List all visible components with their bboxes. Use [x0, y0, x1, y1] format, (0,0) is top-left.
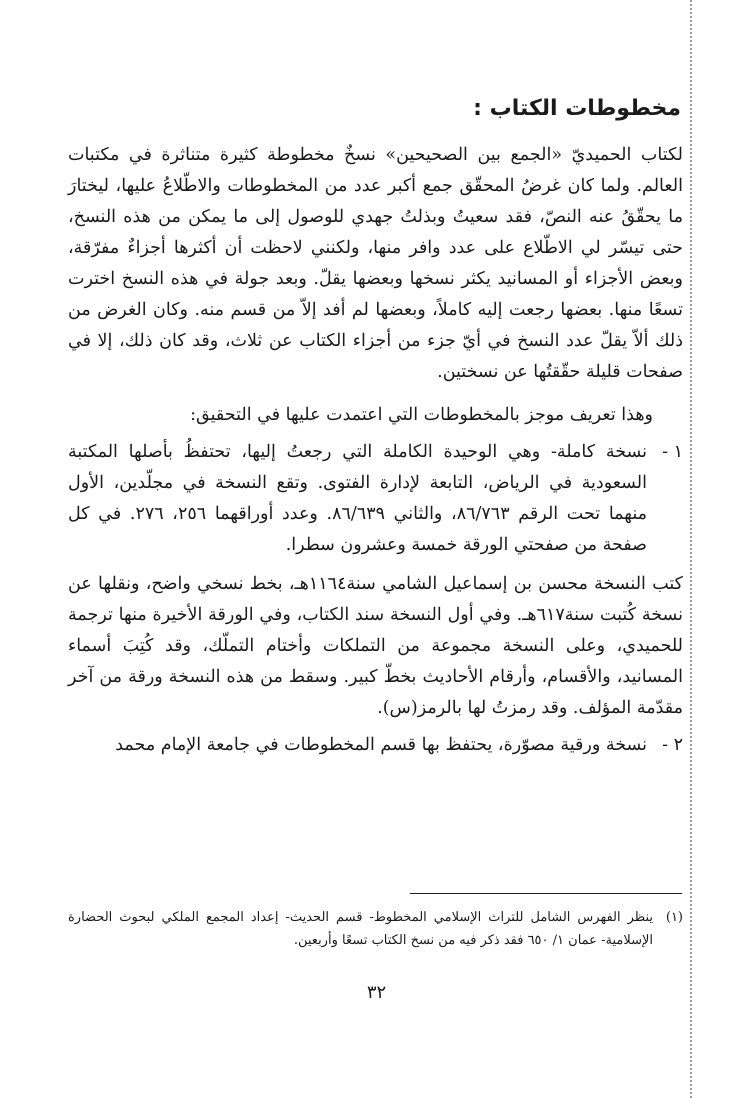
item-number: ١ -: [662, 442, 683, 462]
footnote-separator: [410, 893, 682, 894]
section-heading: مخطوطات الكتاب :: [473, 96, 681, 121]
item-number: ٢ -: [662, 735, 683, 755]
intro-paragraph: لكتاب الحميديّ «الجمع بين الصحيحين» نسخٌ مخطوطة كثيرة متناثرة في مكتبات العالم. ولما كان غرضُ المحقّق جمع أكبر عدد من المخطوطات والاطّلاعُ عليها، ليختارَ ما يحقّقُ عنه النصّ، فقد سعيتُ وبذلتُ جهدي للوصول إلى ما يمكن من هذه النسخ، حتى تيسّر لي الاطّلاع على عدد وافر منها، ولكنني لاحظت أن أكثرها أجزاءٌ مفرّقة، وبعض الأجزاء أو المسانيد يكثر نسخها وبعضها يقلّ. وبعد جولة في هذه النسخ اخترت تسعًا منها. بعضها رجعت إليه كاملاً، وبعضها لم أفد إلاّ من قسم منه. وكان الغرض من ذلك ألاّ يقلّ عدد النسخ في أيّ جزء من أجزاء الكتاب عن ثلاث، وقد كان ذلك، إلا في صفحات قليلة حقّقتُها عن نسختين.: [68, 145, 683, 382]
item-text: نسخة ورقية مصوّرة، يحتفظ بها قسم المخطوطات في جامعة الإمام محمد: [115, 735, 647, 755]
footnote: [68, 906, 683, 952]
manuscript-item-2: [68, 730, 683, 761]
manuscripts-intro-line: وهذا تعريف موجز بالمخطوطات التي اعتمدت عليها في التحقيق:: [190, 405, 653, 425]
main-text-block: [68, 92, 683, 769]
footnote-text: ينظر الفهرس الشامل للتراث الإسلامي المخطوط- قسم الحديث- إعداد المجمع الملكي لبحوث الحضارة الإسلامية- عمان ١/ ٦٥٠ فقد ذكر فيه من نسخ الكتاب تسعًا وأربعين.: [68, 910, 653, 948]
manuscript-1-description: كتب النسخة محسن بن إسماعيل الشامي سنة١١٦٤هـ، بخط نسخي واضح، ونقلها عن نسخة كُتبت سنة٦١٧هـ. وفي أول النسخة سند الكتاب، وفي الورقة الأخيرة منها ترجمة للحميدي، وعلى النسخة مجموعة من التملكات وأختام التملّك، وقد كُتِبَ أسماء المسانيد، والأقسام، وأرقام الأحاديث بخطّ كبير. وسقط من هذه النسخة ورقة من آخر مقدّمة المؤلف. وقد رمزتُ لها بالرمز(س).: [68, 574, 683, 718]
manuscript-item-1: [68, 437, 683, 561]
page-number: ٣٢: [366, 982, 387, 1003]
binding-gutter-line: [690, 0, 692, 1098]
item-text: نسخة كاملة- وهي الوحيدة الكاملة التي رجعتُ إليها، تحتفظُ بأصلها المكتبة السعودية في الرياض، التابعة لإدارة الفتوى. وتقع النسخة في مجلّدين، الأول منهما تحت الرقم ٨٦/٧٦٣، والثاني ٨٦/٦٣٩. وعدد أوراقهما ٢٥٦، ٢٧٦. في كل صفحة من صفحتي الورقة خمسة وعشرون سطرا.: [68, 442, 647, 555]
footnote-marker: (١): [665, 910, 683, 925]
